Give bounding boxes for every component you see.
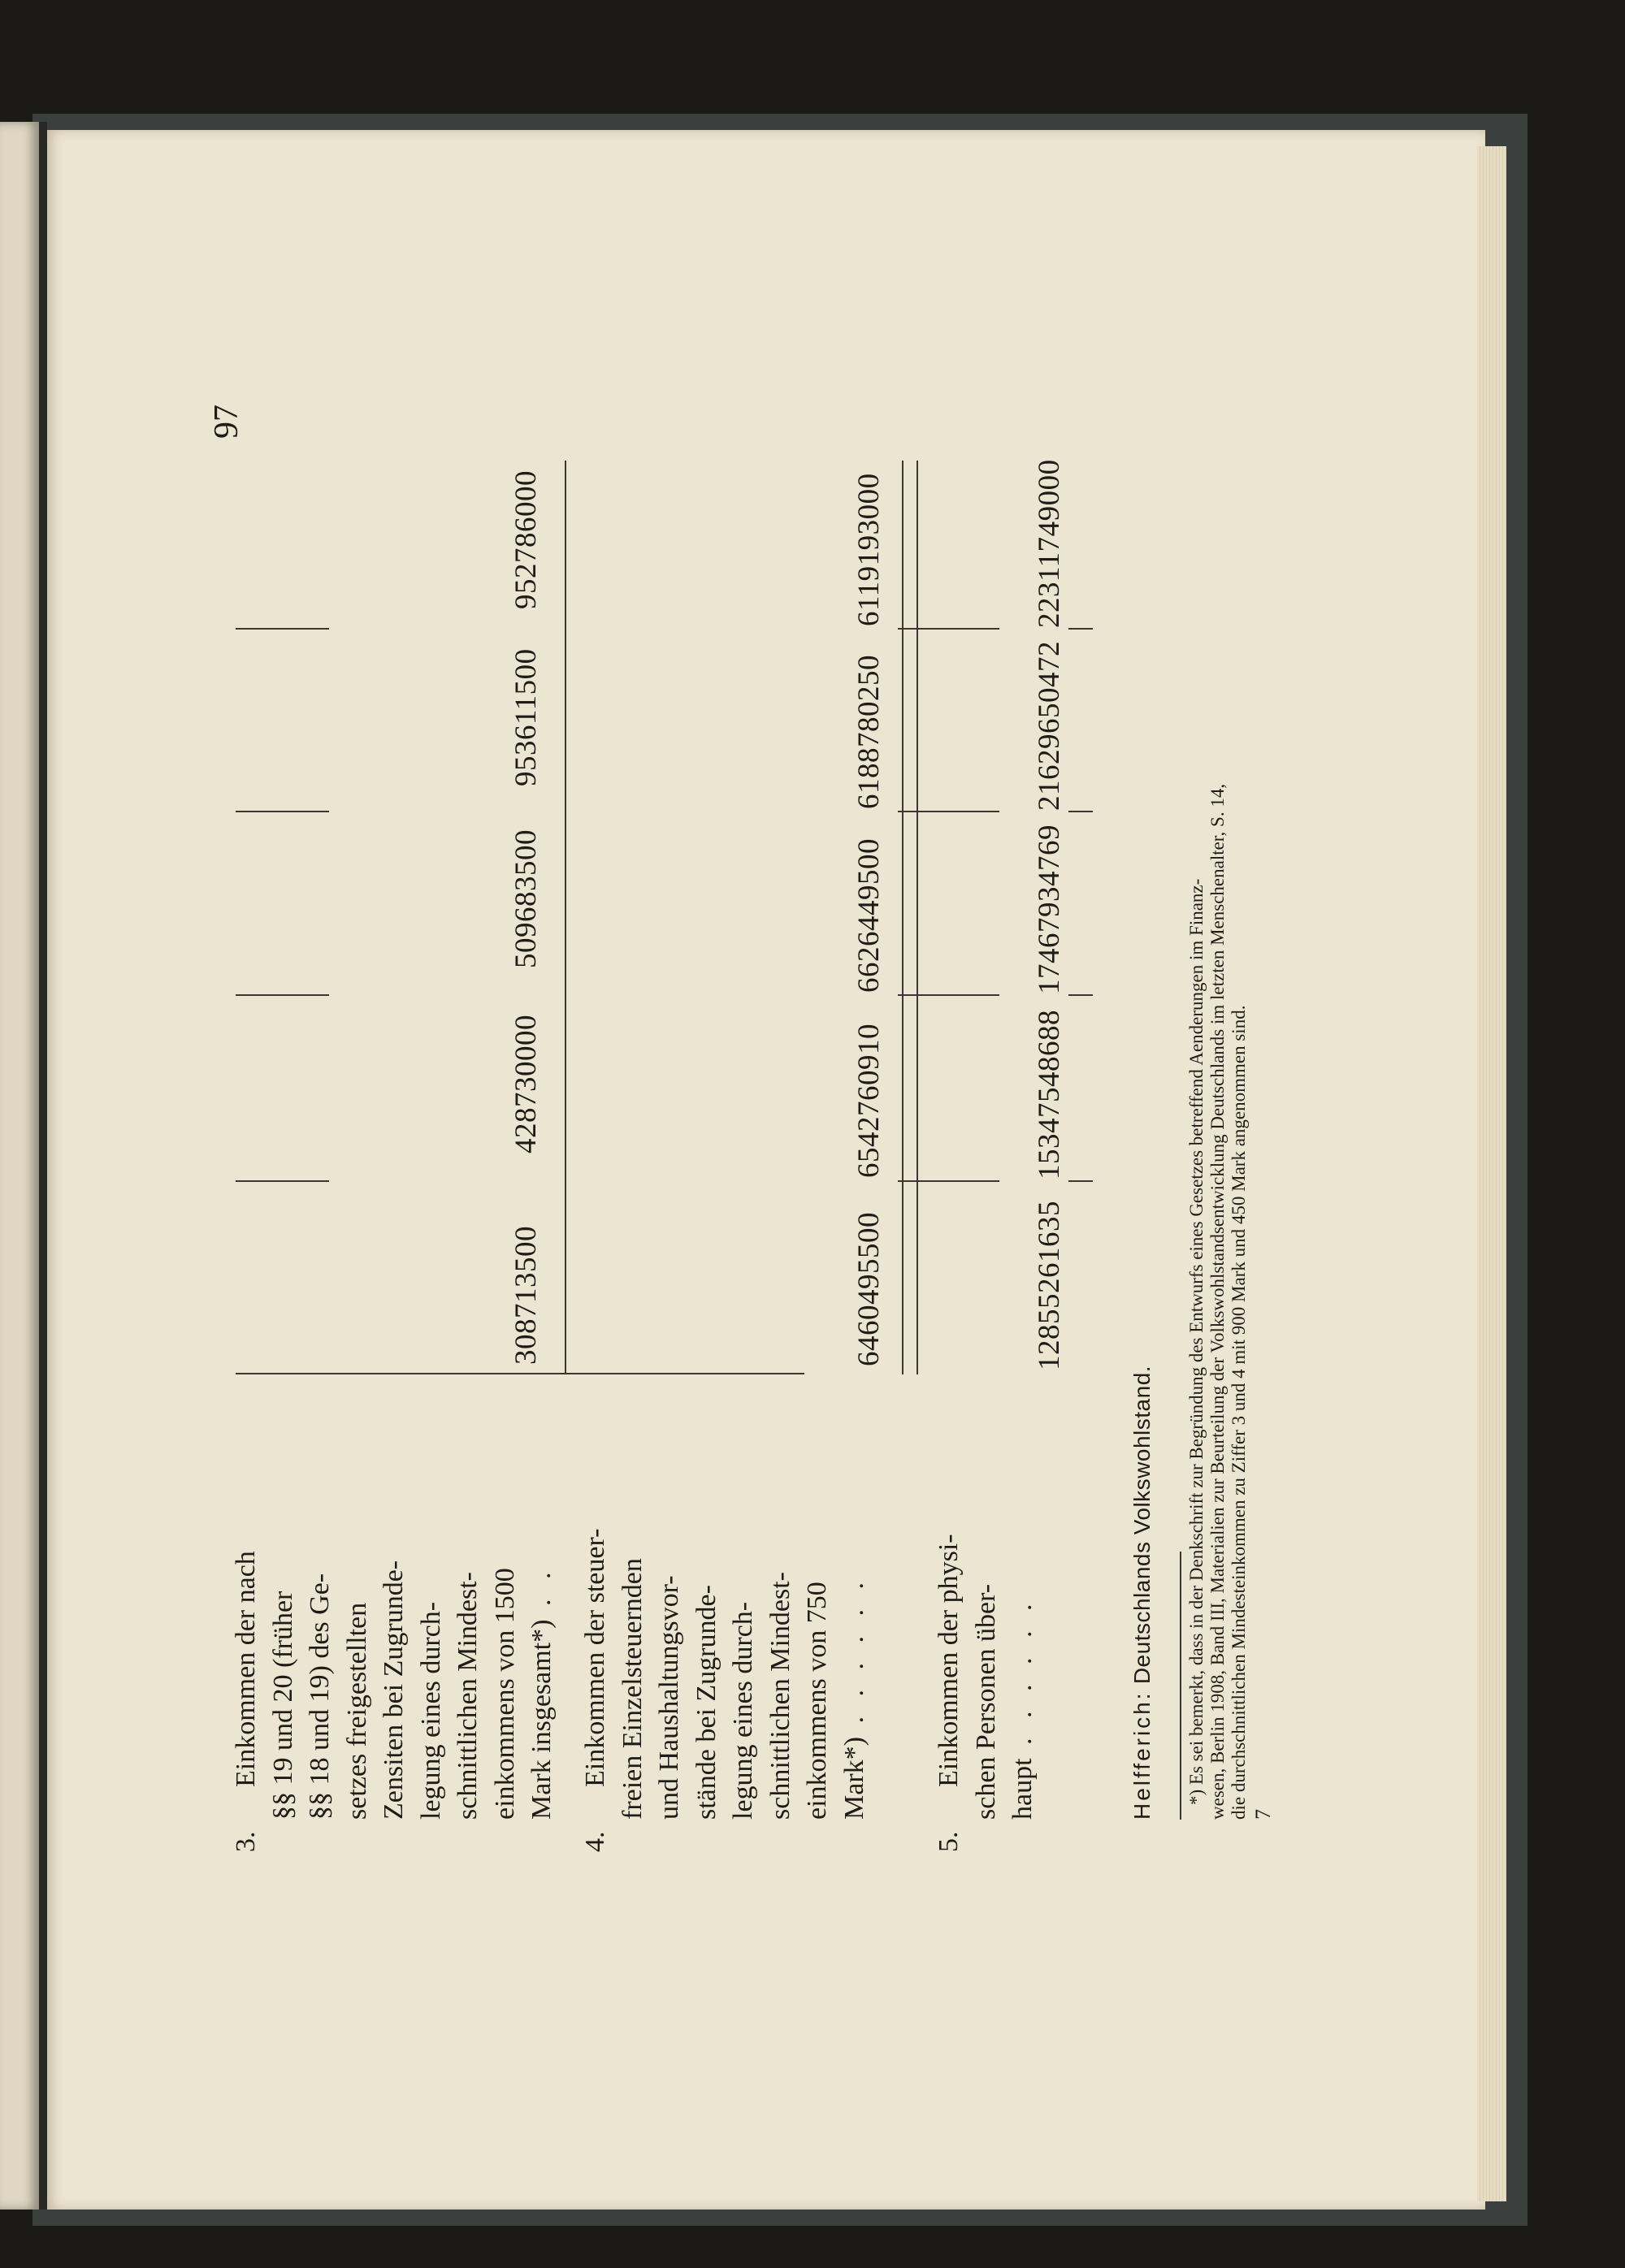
label-line-text: stände bei Zugrunde- — [691, 1585, 722, 1820]
row-3-label-line — [228, 1397, 265, 1852]
column-separator-2c — [1068, 994, 1093, 996]
column-separator-2b — [898, 994, 999, 996]
row-5-value-5: 22311749000 — [1033, 459, 1066, 628]
row-4-label-line — [725, 1397, 762, 1820]
row-5-value-1: 12855261635 — [1033, 1201, 1066, 1370]
label-line-text: Einkommen der steuer- — [580, 1528, 610, 1787]
column-separator-4c — [1068, 628, 1093, 630]
row-3-label — [228, 1397, 561, 1852]
row-4-label-line — [799, 1397, 836, 1820]
row-4-label-line — [577, 1397, 614, 1852]
row-3-label-line — [449, 1397, 487, 1820]
page-stack-edge — [1477, 146, 1506, 2201]
label-line-text: legung eines durch- — [728, 1601, 758, 1820]
table-row-label — [930, 1397, 1042, 1852]
row-5-value-4: 21629650472 — [1033, 641, 1066, 811]
label-line-text: freien Einzelsteuernden — [617, 1558, 648, 1820]
column-separator-4 — [236, 628, 329, 630]
row-5-label-line — [968, 1397, 1005, 1820]
row-3-label-line — [413, 1397, 450, 1820]
left-page-edge — [0, 122, 39, 2210]
label-line-text: schnittlichen Mindest- — [453, 1571, 483, 1820]
row-5-label-line — [930, 1397, 968, 1852]
row-3-value-1: 308713500 — [509, 1226, 543, 1365]
table-row-label — [577, 1397, 873, 1852]
row-3-label-line — [265, 1397, 302, 1820]
label-line-text: Mark*) — [838, 1737, 869, 1820]
row-divider-3 — [916, 461, 918, 1374]
signature-mark: 7 — [1251, 1809, 1275, 1820]
label-line-text: und Haushaltungsvor- — [654, 1575, 684, 1820]
column-separator-3b — [898, 811, 999, 812]
row-4-label-line — [651, 1397, 688, 1820]
row-3-label-line — [301, 1397, 339, 1820]
footnote — [1186, 439, 1250, 1820]
row-4-value-5: 6119193000 — [852, 473, 886, 626]
footnote-line-1: *) Es sei bemerkt, dass in der Denkschrift zur Begründung des Entwurfs eines Gesetzes betreffend Aenderungen im Finanz- — [1186, 878, 1207, 1805]
book-gutter — [39, 122, 47, 2210]
row-divider-2 — [902, 461, 904, 1374]
label-line-text: legung eines durch- — [415, 1601, 446, 1820]
row-5-label-line — [1004, 1397, 1042, 1820]
running-head-title: Deutschlands Volkswohlstand. — [1129, 1365, 1155, 1685]
column-separator-2 — [236, 994, 329, 996]
row-number: 4. — [580, 1831, 610, 1852]
column-separator-3 — [236, 811, 329, 812]
label-line-text: Zensiten bei Zugrunde- — [379, 1560, 409, 1820]
label-line-text: schen Personen über- — [970, 1583, 1001, 1820]
row-divider-1 — [565, 461, 566, 1374]
label-line-text: Einkommen der physi- — [934, 1534, 964, 1787]
label-line-text: haupt — [1008, 1758, 1038, 1820]
footnote-rule — [1180, 1552, 1181, 1820]
rotated-table-content — [208, 366, 1275, 1852]
column-separator-4b — [898, 628, 999, 630]
table-row-label — [228, 1397, 561, 1852]
row-4-label-line — [762, 1397, 800, 1820]
label-column-rule — [236, 1373, 804, 1374]
column-separator-1b — [898, 1180, 999, 1182]
page-number: 97 — [208, 405, 245, 439]
label-line-text: §§ 18 und 19) des Ge- — [305, 1573, 335, 1820]
footnote-line-2: wesen, Berlin 1908, Band III, Materialien zur Beurteilung der Volkswohlstandsentwicklung Deutschlands im letzten Menschenalter, S. 14, — [1207, 783, 1228, 1820]
leader-dots: . . . . . . — [838, 1576, 869, 1738]
row-5-label — [930, 1397, 1042, 1852]
row-4-label-line — [836, 1397, 873, 1820]
label-line-text: schnittlichen Mindest- — [765, 1571, 795, 1820]
column-separator-3c — [1068, 811, 1093, 812]
column-separator-1c — [1068, 1180, 1093, 1182]
row-4-value-2: 6542760910 — [852, 1024, 886, 1178]
label-line-text: §§ 19 und 20 (früher — [267, 1591, 298, 1820]
row-3-value-3: 509683500 — [509, 829, 543, 968]
row-3-value-5: 952786000 — [509, 470, 543, 609]
row-4-label-line — [614, 1397, 652, 1820]
label-line-text: setzes freigestellten — [341, 1602, 372, 1820]
label-line-text: Einkommen der nach — [231, 1551, 261, 1787]
row-3-value-2: 428730000 — [509, 1015, 543, 1153]
label-line-text: einkommens von 1500 — [489, 1568, 520, 1820]
row-4-label — [577, 1397, 873, 1852]
label-line-text: einkommens von 750 — [802, 1582, 832, 1820]
label-line-text: Mark insgesamt*) — [526, 1619, 557, 1820]
row-3-label-line — [523, 1397, 561, 1820]
row-5-value-2: 15347548688 — [1033, 1010, 1066, 1179]
row-4-value-1: 6460495500 — [852, 1212, 886, 1366]
row-4-value-4: 6188780250 — [852, 655, 886, 809]
row-4-value-3: 6626449500 — [852, 838, 886, 993]
leader-dots: . . — [526, 1565, 557, 1620]
footnote-line-3: die durchschnittlichen Mindesteinkommen zu Ziffer 3 und 4 mit 900 Mark und 450 Mark angenommen sind. — [1228, 1005, 1249, 1820]
running-head — [1129, 1366, 1155, 1820]
row-3-label-line — [487, 1397, 524, 1820]
column-separator-1 — [236, 1180, 329, 1182]
row-5-value-3: 17467934769 — [1033, 825, 1066, 994]
row-number: 5. — [934, 1831, 964, 1852]
row-3-label-line — [375, 1397, 413, 1820]
running-head-author: Helfferich: — [1129, 1690, 1155, 1820]
leader-dots: . . . . . . — [1008, 1597, 1038, 1759]
row-3-label-line — [339, 1397, 376, 1820]
row-4-label-line — [688, 1397, 726, 1820]
row-number: 3. — [231, 1831, 261, 1852]
row-3-value-4: 953611500 — [509, 648, 543, 786]
